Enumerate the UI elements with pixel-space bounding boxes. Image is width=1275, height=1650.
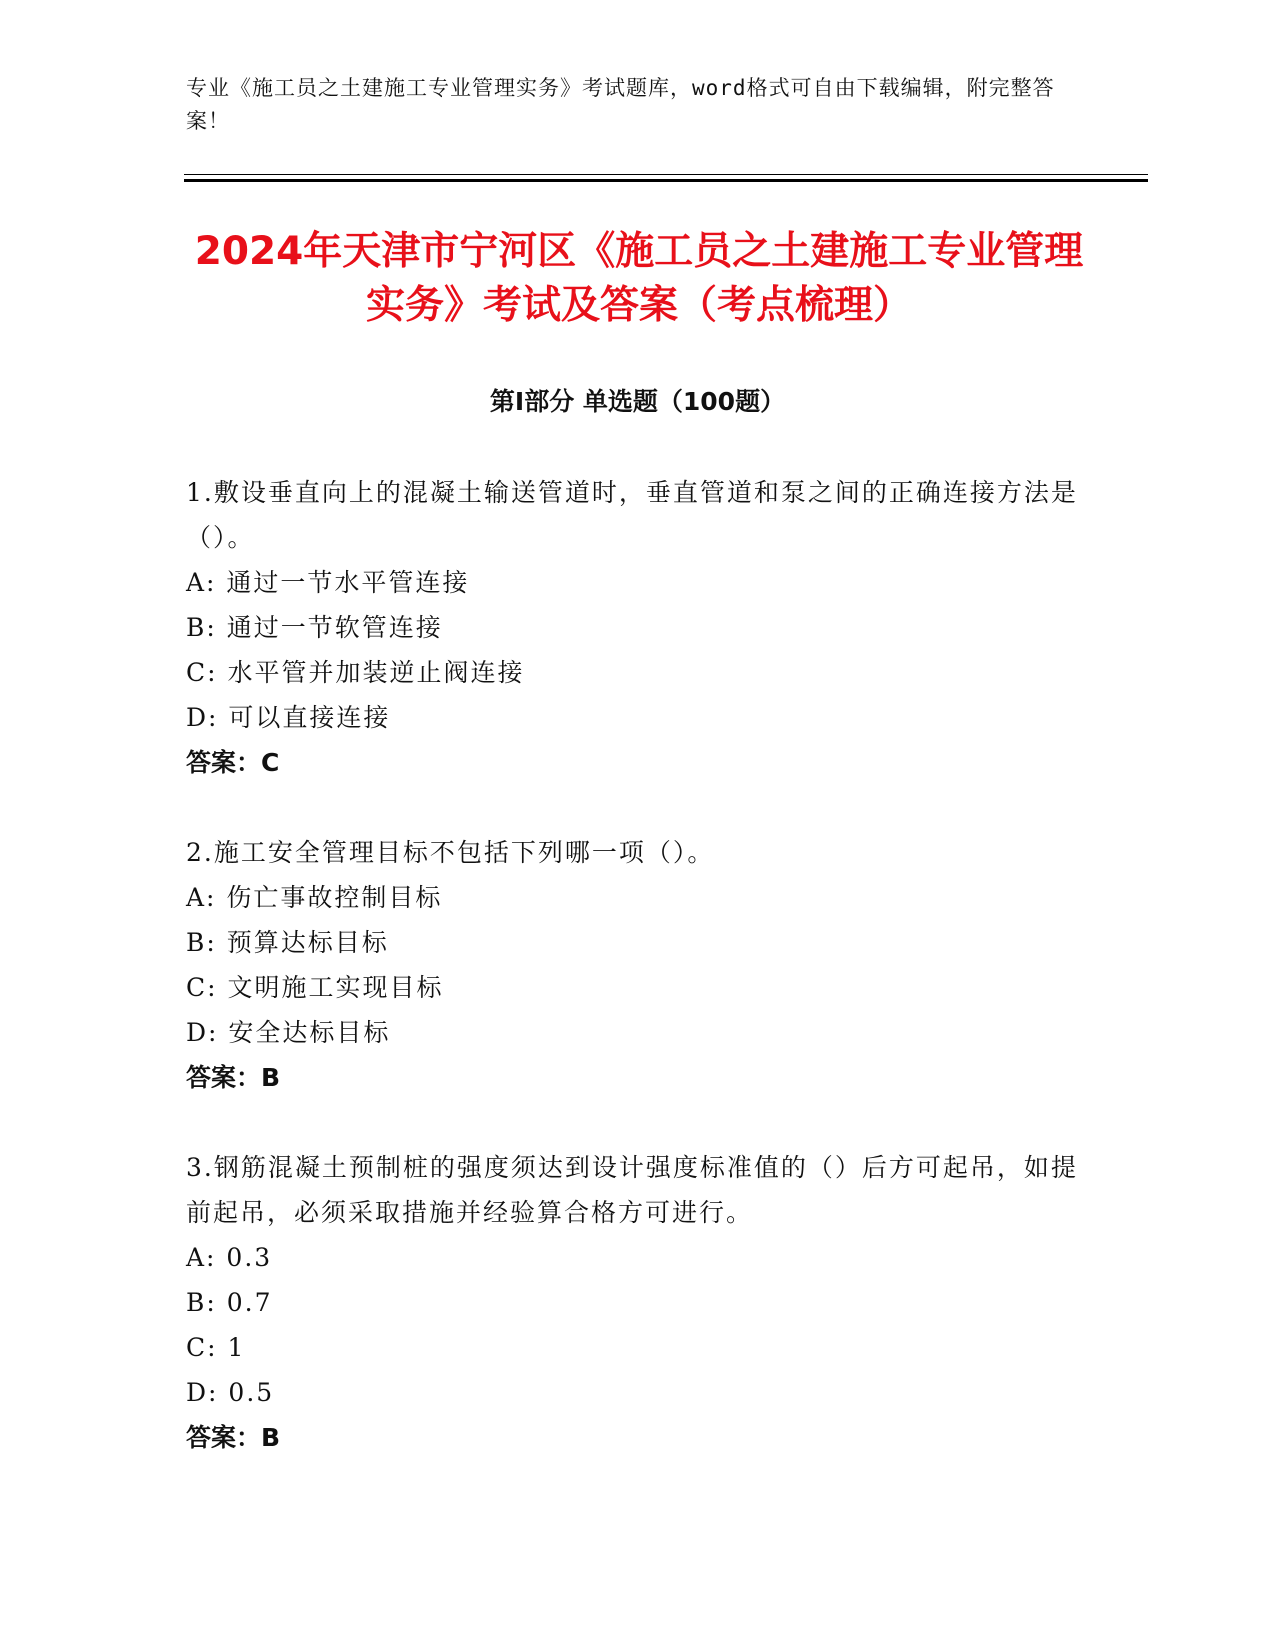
option-b: B: 0.7 xyxy=(186,1288,273,1317)
question-list xyxy=(186,470,1086,1505)
header-divider-thick xyxy=(184,179,1148,182)
option-a: A: 伤亡事故控制目标 xyxy=(186,883,443,912)
header-note: 专业《施工员之土建施工专业管理实务》考试题库，word格式可自由下载编辑，附完整答案！ xyxy=(186,76,1055,133)
question-2 xyxy=(186,830,1086,1100)
option-d: D: 可以直接连接 xyxy=(186,703,391,732)
header-divider-thin xyxy=(184,174,1148,175)
question-stem: 3.钢筋混凝土预制桩的强度须达到设计强度标准值的（）后方可起吊，如提前起吊，必须采取措施并经验算合格方可进行。 xyxy=(186,1153,1078,1227)
answer-line: 答案：B xyxy=(186,1423,281,1452)
option-c: C: 文明施工实现目标 xyxy=(186,973,444,1002)
option-b: B: 预算达标目标 xyxy=(186,928,389,957)
option-c: C: 1 xyxy=(186,1333,246,1362)
section-heading: 第Ⅰ部分 单选题（100题） xyxy=(489,387,786,416)
option-c: C: 水平管并加装逆止阀连接 xyxy=(186,658,525,687)
question-1 xyxy=(186,470,1086,785)
document-title: 2024年天津市宁河区《施工员之土建施工专业管理实务》考试及答案（考点梳理） xyxy=(194,229,1084,328)
answer-line: 答案：B xyxy=(186,1063,281,1092)
option-b: B: 通过一节软管连接 xyxy=(186,613,443,642)
question-3 xyxy=(186,1145,1086,1460)
question-stem: 1.敷设垂直向上的混凝土输送管道时，垂直管道和泵之间的正确连接方法是（）。 xyxy=(186,478,1078,552)
option-d: D: 安全达标目标 xyxy=(186,1018,391,1047)
option-a: A: 通过一节水平管连接 xyxy=(186,568,470,597)
option-a: A: 0.3 xyxy=(186,1243,273,1272)
question-stem: 2.施工安全管理目标不包括下列哪一项（）。 xyxy=(186,838,715,867)
answer-line: 答案：C xyxy=(186,748,280,777)
option-d: D: 0.5 xyxy=(186,1378,275,1407)
